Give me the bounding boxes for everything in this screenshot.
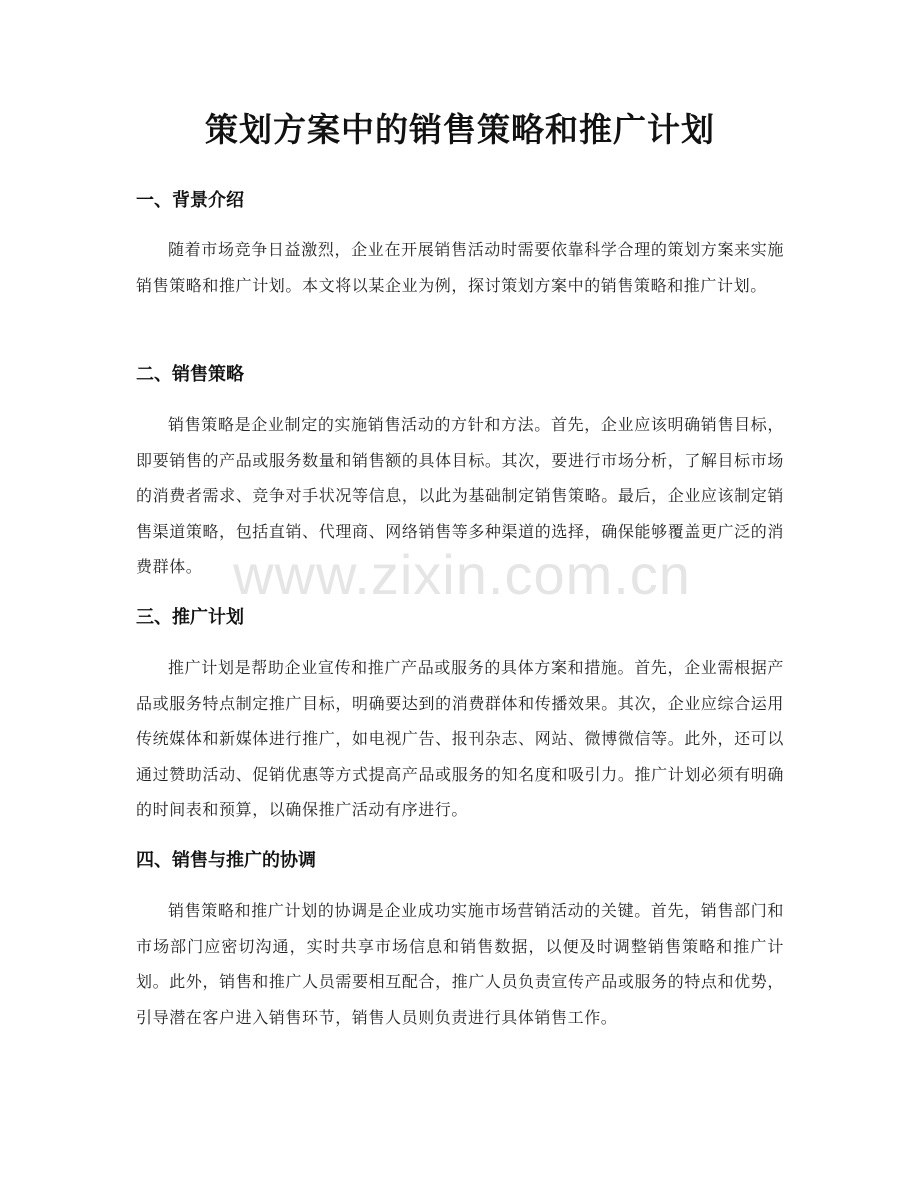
section-heading-coordination: 四、销售与推广的协调 <box>136 850 316 871</box>
section-body-coordination: 销售策略和推广计划的协调是企业成功实施市场营销活动的关键。首先，销售部门和市场部门应密切沟通，实时共享市场信息和销售数据，以便及时调整销售策略和推广计划。此外，销售和推广人员需要相互配合，推广人员负责宣传产品或服务的特点和优势，引导潜在客户进入销售环节，销售人员则负责进行具体销售工作。 <box>136 901 784 1027</box>
document-title: 策划方案中的销售策略和推广计划 <box>205 110 715 149</box>
section-heading-promotion-plan: 三、推广计划 <box>136 607 244 628</box>
site-watermark: www.zixin.com.cn <box>233 543 691 606</box>
section-body-promotion-plan: 推广计划是帮助企业宣传和推广产品或服务的具体方案和措施。首先，企业需根据产品或服务特点制定推广目标，明确要达到的消费群体和传播效果。其次，企业应综合运用传统媒体和新媒体进行推广，如电视广告、报刊杂志、网站、微博微信等。此外，还可以通过赞助活动、促销优惠等方式提高产品或服务的知名度和吸引力。推广计划必须有明确的时间表和预算，以确保推广活动有序进行。 <box>136 658 784 819</box>
section-body-background: 随着市场竞争日益激烈，企业在开展销售活动时需要依靠科学合理的策划方案来实施销售策略和推广计划。本文将以某企业为例，探讨策划方案中的销售策略和推广计划。 <box>136 240 784 295</box>
section-heading-sales-strategy: 二、销售策略 <box>136 364 244 385</box>
section-body-sales-strategy: 销售策略是企业制定的实施销售活动的方针和方法。首先，企业应该明确销售目标，即要销售的产品或服务数量和销售额的具体目标。其次，要进行市场分析，了解目标市场的消费者需求、竞争对手状况等信息，以此为基础制定销售策略。最后，企业应该制定销售渠道策略，包括直销、代理商、网络销售等多种渠道的选择，确保能够覆盖更广泛的消费群体。 <box>136 415 784 576</box>
section-heading-background: 一、背景介绍 <box>136 190 244 211</box>
